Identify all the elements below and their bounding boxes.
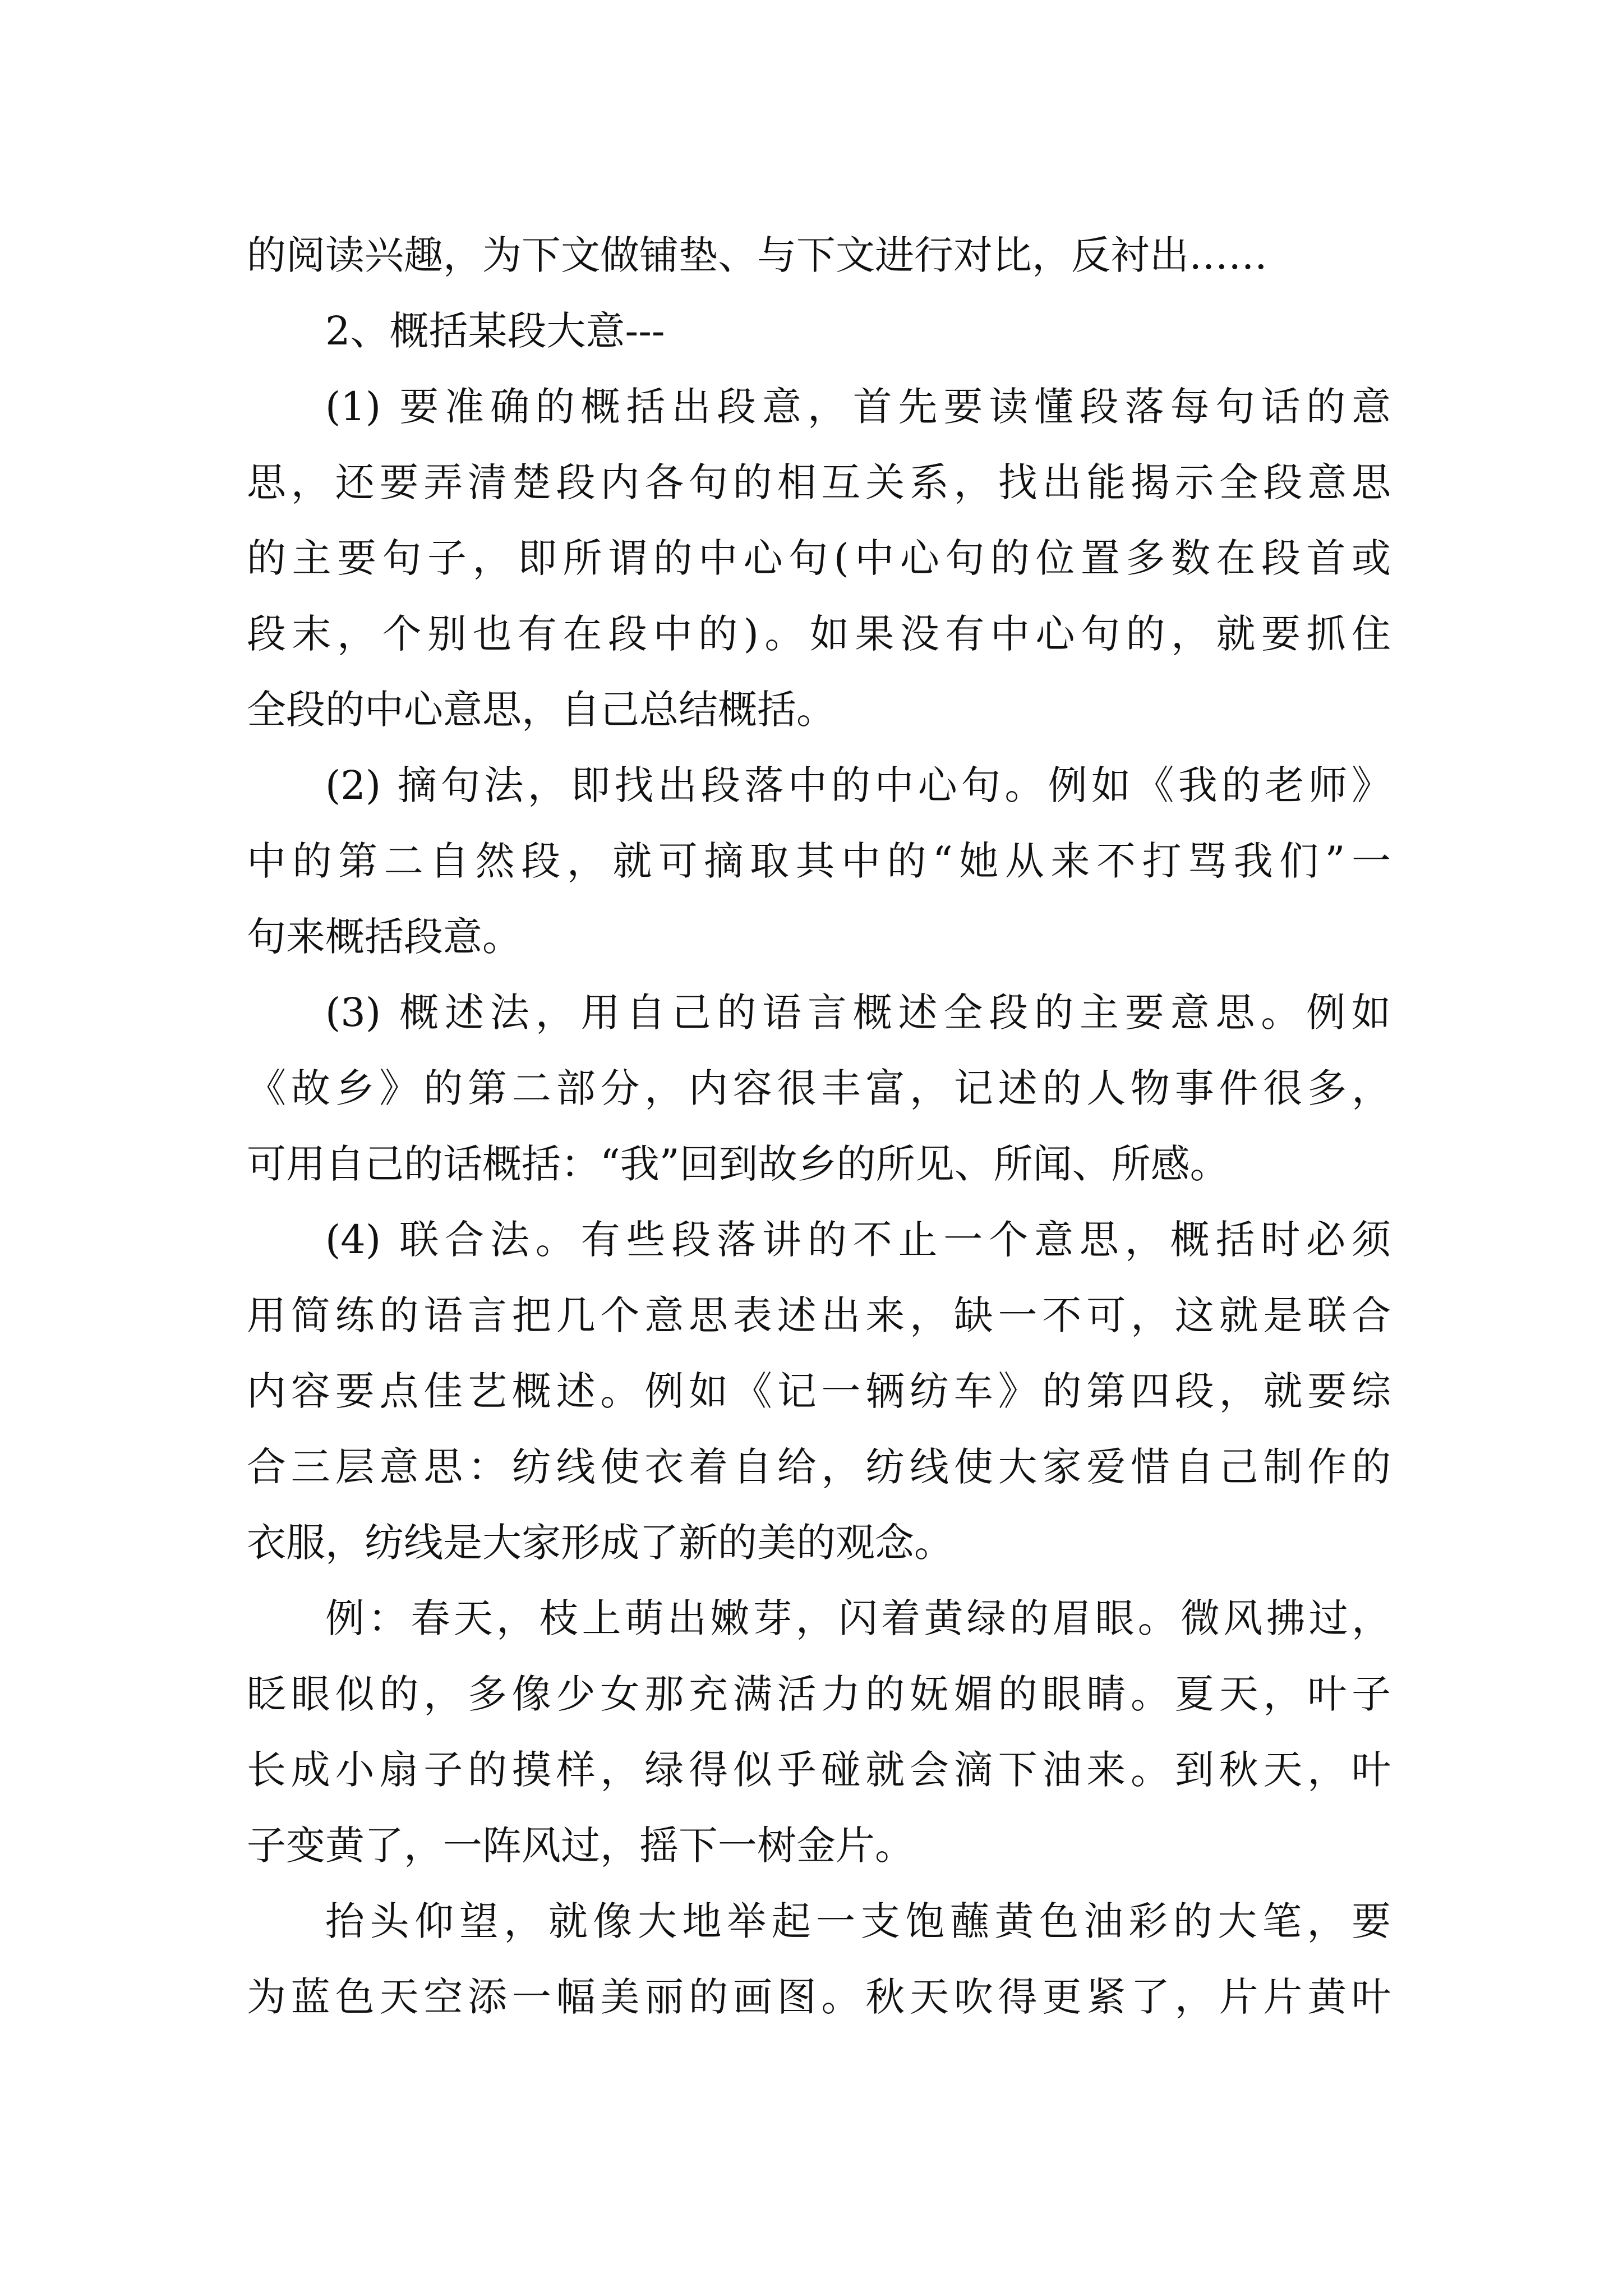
text-line: 的阅读兴趣，为下文做铺垫、与下文进行对比，反衬出…… bbox=[247, 232, 1267, 278]
text-line: 全段的中心意思，自己总结概括。 bbox=[247, 687, 836, 733]
text-line: 句来概括段意。 bbox=[247, 914, 522, 960]
text-line: (4) 联合法。有些段落讲的不止一个意思，概括时必须 bbox=[325, 1217, 1391, 1263]
text-line: 内容要点佳艺概述。例如《记一辆纺车》的第四段，就要综 bbox=[247, 1368, 1391, 1414]
text-line: (2) 摘句法，即找出段落中的中心句。例如《我的老师》 bbox=[325, 762, 1391, 808]
paragraph-continuation bbox=[247, 218, 1391, 293]
text-line: 例：春天，枝上萌出嫩芽，闪着黄绿的眉眼。微风拂过， bbox=[325, 1595, 1391, 1641]
text-line: 合三层意思：纺线使衣着自给，纺线使大家爱惜自己制作的 bbox=[247, 1444, 1391, 1490]
text-line: (1) 要准确的概括出段意，首先要读懂段落每句话的意 bbox=[325, 384, 1391, 430]
text-line: 《故乡》的第二部分，内容很丰富，记述的人物事件很多， bbox=[247, 1065, 1391, 1111]
document-body bbox=[247, 218, 1391, 2035]
text-line: 长成小扇子的摸样，绿得似乎碰就会滴下油来。到秋天，叶 bbox=[247, 1747, 1391, 1793]
text-line: (3) 概述法，用自己的语言概述全段的主要意思。例如 bbox=[325, 990, 1391, 1036]
text-line: 子变黄了，一阵风过，摇下一树金片。 bbox=[247, 1823, 914, 1869]
text-line: 思，还要弄清楚段内各句的相互关系，找出能揭示全段意思 bbox=[247, 459, 1391, 505]
text-line: 为蓝色天空添一幅美丽的画图。秋天吹得更紧了，片片黄叶 bbox=[247, 1974, 1391, 2020]
text-line: 段末，个别也有在段中的)。如果没有中心句的，就要抓住 bbox=[247, 611, 1391, 657]
paragraph-example-2 bbox=[247, 1884, 1391, 2035]
text-line: 2、概括某段大意--- bbox=[325, 308, 665, 354]
paragraph-point-4 bbox=[247, 1202, 1391, 1581]
paragraph-example-1 bbox=[247, 1581, 1391, 1884]
text-line: 眨眼似的，多像少女那充满活力的妩媚的眼睛。夏天，叶子 bbox=[247, 1671, 1391, 1717]
text-line: 抬头仰望，就像大地举起一支饱蘸黄色油彩的大笔，要 bbox=[325, 1898, 1391, 1944]
paragraph-point-2 bbox=[247, 748, 1391, 975]
text-line: 中的第二自然段，就可摘取其中的“她从来不打骂我们”一 bbox=[247, 838, 1391, 884]
text-line: 衣服，纺线是大家形成了新的美的观念。 bbox=[247, 1520, 953, 1566]
text-line: 的主要句子，即所谓的中心句(中心句的位置多数在段首或 bbox=[247, 535, 1391, 581]
text-line: 可用自己的话概括：“我”回到故乡的所见、所闻、所感。 bbox=[247, 1141, 1229, 1187]
text-line: 用简练的语言把几个意思表述出来，缺一不可，这就是联合 bbox=[247, 1292, 1391, 1338]
paragraph-point-3 bbox=[247, 975, 1391, 1202]
paragraph-point-1 bbox=[247, 369, 1391, 748]
paragraph-heading-2 bbox=[247, 293, 1391, 369]
